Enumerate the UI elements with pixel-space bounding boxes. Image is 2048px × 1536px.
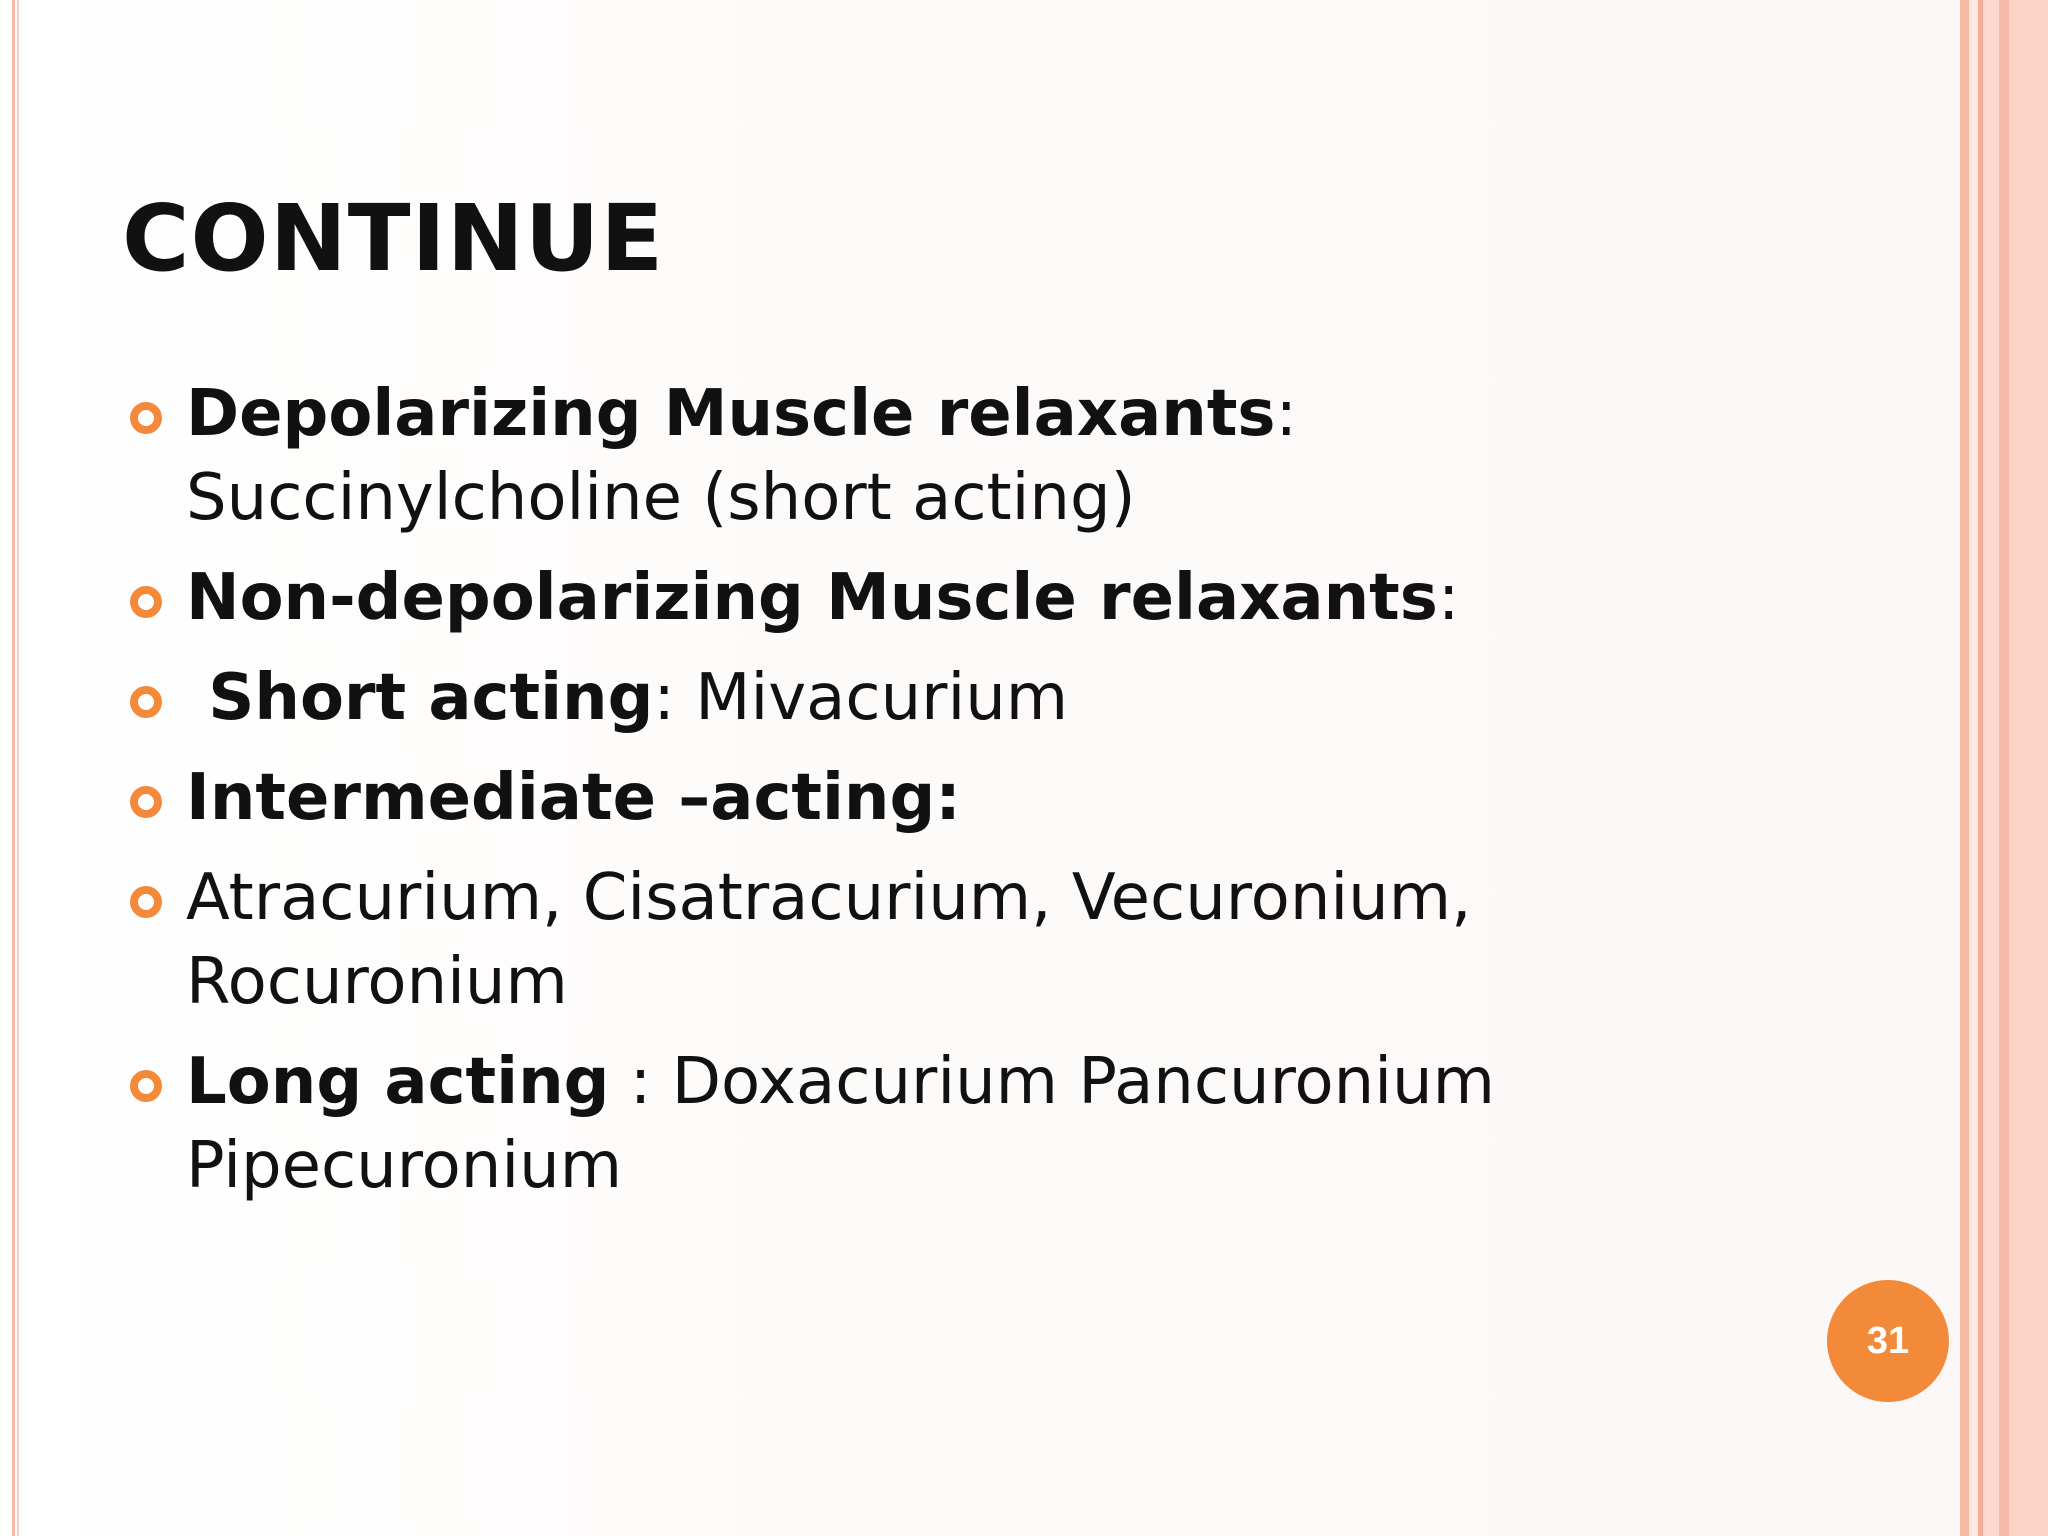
bullet-bold-text: Short acting: [186, 661, 654, 735]
page-number-badge: 31: [1827, 1280, 1949, 1402]
bullet-item: [122, 656, 1762, 740]
bullet-text: : Doxacurium Pancuronium Pipecuronium: [186, 1045, 1516, 1203]
bullet-item: [122, 1040, 1762, 1208]
bullet-text: : Succinylcholine (short acting): [186, 377, 1298, 535]
bullet-bold-text: Long acting: [186, 1045, 610, 1119]
right-decorative-stripe: [1983, 0, 1999, 1536]
circle-bullet-icon: [130, 402, 162, 434]
bullet-item: [122, 556, 1762, 640]
right-decorative-stripe: [1960, 0, 1969, 1536]
bullet-list: [122, 372, 1762, 1224]
circle-bullet-icon: [130, 586, 162, 618]
bullet-bold-text: Depolarizing Muscle relaxants: [186, 377, 1276, 451]
circle-bullet-icon: [130, 686, 162, 718]
bullet-bold-text: Non-depolarizing Muscle relaxants: [186, 561, 1438, 635]
right-decorative-stripe: [1969, 0, 1978, 1536]
bullet-item: [122, 372, 1762, 540]
bullet-item: [122, 856, 1762, 1024]
right-decorative-stripe: [2009, 0, 2048, 1536]
bullet-item: [122, 756, 1762, 840]
left-decorative-stripe: [12, 0, 15, 1536]
circle-bullet-icon: [130, 786, 162, 818]
right-decorative-stripe: [1999, 0, 2009, 1536]
bullet-text: Atracurium, Cisatracurium, Vecuronium, Rocuronium: [186, 861, 1472, 1019]
bullet-text: :: [1437, 561, 1460, 635]
bullet-text: : Mivacurium: [653, 661, 1069, 735]
slide-title: CONTINUE: [122, 185, 665, 292]
bullet-bold-text: Intermediate –acting:: [186, 761, 961, 835]
circle-bullet-icon: [130, 886, 162, 918]
circle-bullet-icon: [130, 1070, 162, 1102]
left-decorative-stripe: [17, 0, 19, 1536]
